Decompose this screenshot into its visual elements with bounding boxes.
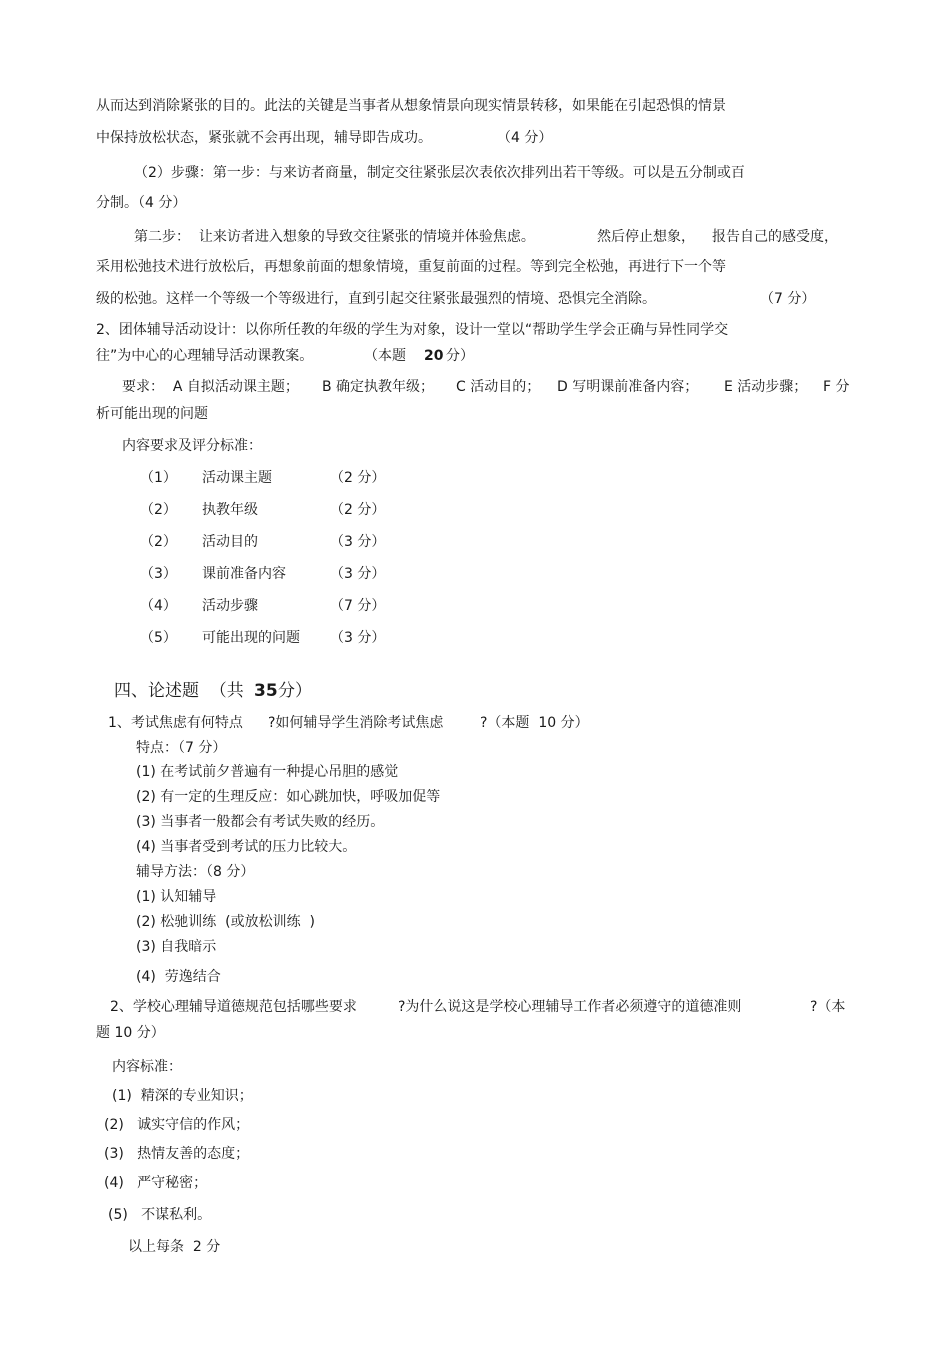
criteria-num: （2）	[140, 534, 177, 550]
answer-item: (1) 精深的专业知识；	[112, 1088, 253, 1104]
criteria-item: 课前准备内容	[202, 566, 286, 582]
question-title: 往”为中心的心理辅导活动课教案。	[96, 348, 314, 364]
criteria-item: 执教年级	[202, 502, 258, 518]
answer-item: (4) 当事者受到考试的压力比较大。	[136, 839, 357, 855]
criteria-item: 活动目的	[202, 534, 258, 550]
answer-subtitle: 辅导方法：（8 分）	[136, 864, 255, 880]
answer-item: (1) 在考试前夕普遍有一种提心吊胆的感觉	[136, 764, 399, 780]
criteria-title: 内容要求及评分标准：	[122, 438, 262, 454]
paragraph-line: 第二步： 让来访者进入想象的导致交往紧张的情境并体验焦虑。	[134, 229, 535, 245]
criteria-score: （3 分）	[330, 630, 386, 646]
question-title: ?如何辅导学生消除考试焦虑	[268, 715, 444, 731]
section-heading-text: 分）	[278, 681, 312, 701]
question-title: 1、考试焦虑有何特点	[108, 715, 243, 731]
answer-item: (2) 松驰训练 (或放松训练 )	[136, 914, 316, 930]
answer-item: (2) 有一定的生理反应：如心跳加快，呼吸加促等	[136, 789, 441, 805]
question-title: 2、团体辅导活动设计：以你所任教的年级的学生为对象，设计一堂以“帮助学生学会正确与异性同学交	[96, 322, 729, 338]
question-title: ?（本	[810, 999, 846, 1015]
paragraph-line: 采用松弛技术进行放松后，再想象前面的想象情境，重复前面的过程。等到完全松弛，再进行下一个等	[96, 259, 726, 275]
requirement-line: 析可能出现的问题	[96, 406, 208, 422]
score-value: 20	[424, 348, 444, 364]
score-note: （7 分）	[760, 291, 816, 307]
answer-item: (3) 热情友善的态度；	[104, 1146, 250, 1162]
criteria-score: （3 分）	[330, 566, 386, 582]
score-note: （4 分）	[497, 130, 553, 146]
requirement-line: E 活动步骤；	[724, 379, 808, 395]
paragraph-line: 中保持放松状态，紧张就不会再出现，辅导即告成功。	[96, 130, 432, 146]
paragraph-line: 级的松弛。这样一个等级一个等级进行，直到引起交往紧张最强烈的情境、恐惧完全消除。	[96, 291, 656, 307]
requirement-line: D 写明课前准备内容；	[557, 379, 699, 395]
requirement-line: B 确定执教年级；	[322, 379, 435, 395]
requirement-line: C 活动目的；	[456, 379, 541, 395]
paragraph-line: 然后停止想象，	[597, 229, 695, 245]
paragraph-line: 分制。（4 分）	[96, 195, 187, 211]
criteria-num: （2）	[140, 502, 177, 518]
score-note: 分）	[446, 348, 474, 364]
criteria-item: 活动步骤	[202, 598, 258, 614]
criteria-num: （3）	[140, 566, 177, 582]
section-heading-text: 四、论述题 （共	[114, 681, 244, 701]
requirement-line: F 分	[823, 379, 850, 395]
criteria-num: （1）	[140, 470, 177, 486]
score-note: 以上每条 2 分	[128, 1239, 221, 1255]
section-heading-points: 35	[254, 681, 278, 701]
question-title: ?为什么说这是学校心理辅导工作者必须遵守的道德准则	[398, 999, 742, 1015]
answer-item: (3) 自我暗示	[136, 939, 217, 955]
criteria-item: 活动课主题	[202, 470, 272, 486]
criteria-num: （4）	[140, 598, 177, 614]
criteria-item: 可能出现的问题	[202, 630, 300, 646]
criteria-score: （7 分）	[330, 598, 386, 614]
answer-item: (2) 诚实守信的作风；	[104, 1117, 250, 1133]
criteria-score: （2 分）	[330, 470, 386, 486]
paragraph-line: （2）步骤：第一步：与来访者商量，制定交往紧张层次表依次排列出若干等级。可以是五分制或百	[134, 165, 745, 181]
answer-subtitle: 内容标准：	[112, 1059, 182, 1075]
question-title: ?（本题 10 分）	[480, 715, 589, 731]
paragraph-line: 报告自己的感受度，	[712, 229, 838, 245]
answer-subtitle: 特点：（7 分）	[136, 740, 227, 756]
answer-item: (5) 不谋私利。	[108, 1207, 212, 1223]
requirement-line: 要求： A 自拟活动课主题；	[122, 379, 299, 395]
answer-item: (3) 当事者一般都会有考试失败的经历。	[136, 814, 385, 830]
answer-item: (4) 严守秘密；	[104, 1175, 208, 1191]
criteria-score: （3 分）	[330, 534, 386, 550]
question-title: 题 10 分）	[96, 1025, 165, 1041]
question-title: 2、学校心理辅导道德规范包括哪些要求	[110, 999, 357, 1015]
score-note: （本题	[364, 348, 406, 364]
criteria-score: （2 分）	[330, 502, 386, 518]
answer-item: (4) 劳逸结合	[136, 969, 221, 985]
answer-item: (1) 认知辅导	[136, 889, 217, 905]
paragraph-line: 从而达到消除紧张的目的。此法的关键是当事者从想象情景向现实情景转移，如果能在引起恐惧的情景	[96, 98, 726, 114]
criteria-num: （5）	[140, 630, 177, 646]
